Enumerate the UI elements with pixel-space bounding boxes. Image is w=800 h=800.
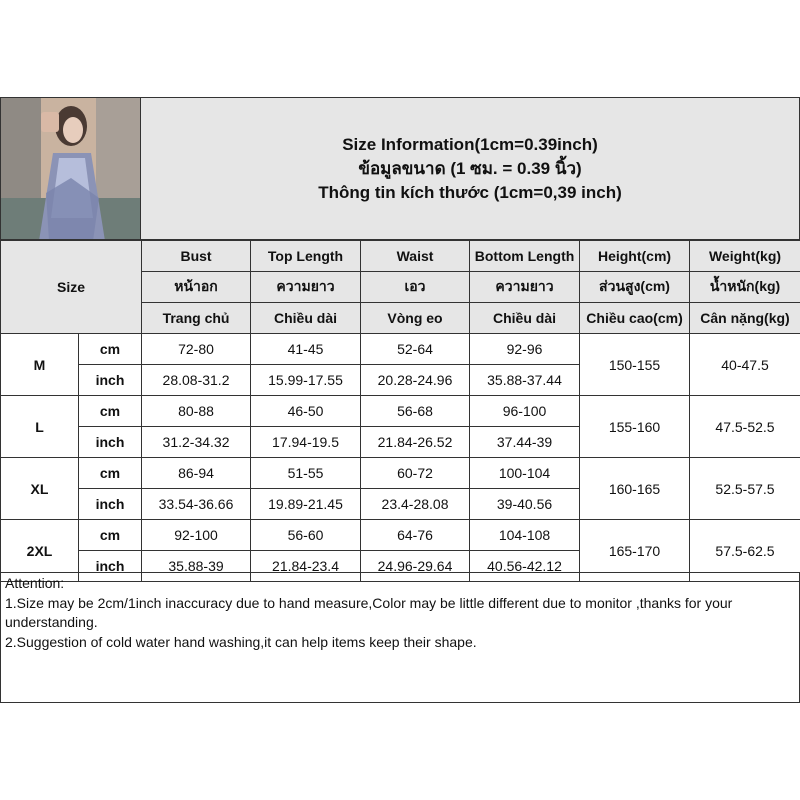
waist-inch: 21.84-26.52 (361, 427, 470, 458)
weight-value: 40-47.5 (690, 334, 800, 396)
col-height-th: ส่วนสูง(cm) (580, 272, 690, 303)
top-length-cm: 46-50 (251, 396, 361, 427)
col-top-length-en: Top Length (251, 241, 361, 272)
col-bottom-length-th: ความยาว (470, 272, 580, 303)
height-value: 155-160 (580, 396, 690, 458)
top-length-inch: 19.89-21.45 (251, 489, 361, 520)
attention-line-1: 1.Size may be 2cm/1inch inaccuracy due to hand measure,Color may be little different due to monitor ,thanks for your understanding. (5, 594, 733, 630)
col-bust-en: Bust (142, 241, 251, 272)
table-row (1, 396, 800, 427)
waist-inch: 23.4-28.08 (361, 489, 470, 520)
size-table (0, 240, 800, 582)
table-row (1, 458, 800, 489)
col-weight-en: Weight(kg) (690, 241, 800, 272)
height-value: 160-165 (580, 458, 690, 520)
waist-cm: 56-68 (361, 396, 470, 427)
bust-cm: 80-88 (142, 396, 251, 427)
attention-notes (0, 572, 800, 703)
product-photo (0, 97, 141, 240)
weight-value: 57.5-62.5 (690, 520, 800, 582)
top-length-cm: 51-55 (251, 458, 361, 489)
bottom-length-cm: 92-96 (470, 334, 580, 365)
top-length-inch: 15.99-17.55 (251, 365, 361, 396)
header-row-en (1, 241, 800, 272)
attention-line-2: 2.Suggestion of cold water hand washing,it can help items keep their shape. (5, 633, 477, 650)
waist-cm: 52-64 (361, 334, 470, 365)
bust-inch: 28.08-31.2 (142, 365, 251, 396)
unit-inch: inch (79, 489, 142, 520)
title-thai: ข้อมูลขนาด (1 ซม. = 0.39 นิ้ว) (358, 158, 582, 178)
col-weight-th: น้ำหนัก(kg) (690, 272, 800, 303)
col-height-en: Height(cm) (580, 241, 690, 272)
title-vietnamese: Thông tin kích thước (1cm=0,39 inch) (318, 182, 622, 202)
top-length-inch: 21.84-23.4 (251, 551, 361, 582)
waist-cm: 60-72 (361, 458, 470, 489)
top-length-cm: 41-45 (251, 334, 361, 365)
weight-value: 52.5-57.5 (690, 458, 800, 520)
title-english: Size Information(1cm=0.39inch) (342, 134, 598, 154)
unit-inch: inch (79, 551, 142, 582)
unit-inch: inch (79, 365, 142, 396)
bust-cm: 92-100 (142, 520, 251, 551)
col-waist-th: เอว (361, 272, 470, 303)
unit-cm: cm (79, 396, 142, 427)
bust-cm: 86-94 (142, 458, 251, 489)
bust-inch: 31.2-34.32 (142, 427, 251, 458)
col-waist-en: Waist (361, 241, 470, 272)
height-value: 150-155 (580, 334, 690, 396)
col-weight-vi: Cân nặng(kg) (690, 303, 800, 334)
model-photo-illustration (1, 98, 141, 240)
col-bust-vi: Trang chủ (142, 303, 251, 334)
top-length-cm: 56-60 (251, 520, 361, 551)
attention-heading: Attention: (5, 575, 65, 591)
bottom-length-cm: 104-108 (470, 520, 580, 551)
waist-inch: 24.96-29.64 (361, 551, 470, 582)
size-heading: Size (1, 241, 142, 334)
col-bust-th: หน้าอก (142, 272, 251, 303)
waist-inch: 20.28-24.96 (361, 365, 470, 396)
size-name: M (1, 334, 79, 396)
size-name: 2XL (1, 520, 79, 582)
unit-cm: cm (79, 520, 142, 551)
col-top-length-th: ความยาว (251, 272, 361, 303)
col-bottom-length-vi: Chiều dài (470, 303, 580, 334)
bottom-length-inch: 40.56-42.12 (470, 551, 580, 582)
table-row (1, 334, 800, 365)
bottom-length-inch: 37.44-39 (470, 427, 580, 458)
size-info-header (141, 97, 800, 240)
bottom-length-cm: 96-100 (470, 396, 580, 427)
bottom-length-cm: 100-104 (470, 458, 580, 489)
top-length-inch: 17.94-19.5 (251, 427, 361, 458)
table-row (1, 520, 800, 551)
unit-inch: inch (79, 427, 142, 458)
unit-cm: cm (79, 458, 142, 489)
height-value: 165-170 (580, 520, 690, 582)
bust-inch: 35.88-39 (142, 551, 251, 582)
col-height-vi: Chiều cao(cm) (580, 303, 690, 334)
size-name: XL (1, 458, 79, 520)
bottom-length-inch: 35.88-37.44 (470, 365, 580, 396)
bust-cm: 72-80 (142, 334, 251, 365)
col-bottom-length-en: Bottom Length (470, 241, 580, 272)
size-name: L (1, 396, 79, 458)
bust-inch: 33.54-36.66 (142, 489, 251, 520)
bottom-length-inch: 39-40.56 (470, 489, 580, 520)
col-waist-vi: Vòng eo (361, 303, 470, 334)
weight-value: 47.5-52.5 (690, 396, 800, 458)
waist-cm: 64-76 (361, 520, 470, 551)
unit-cm: cm (79, 334, 142, 365)
col-top-length-vi: Chiều dài (251, 303, 361, 334)
